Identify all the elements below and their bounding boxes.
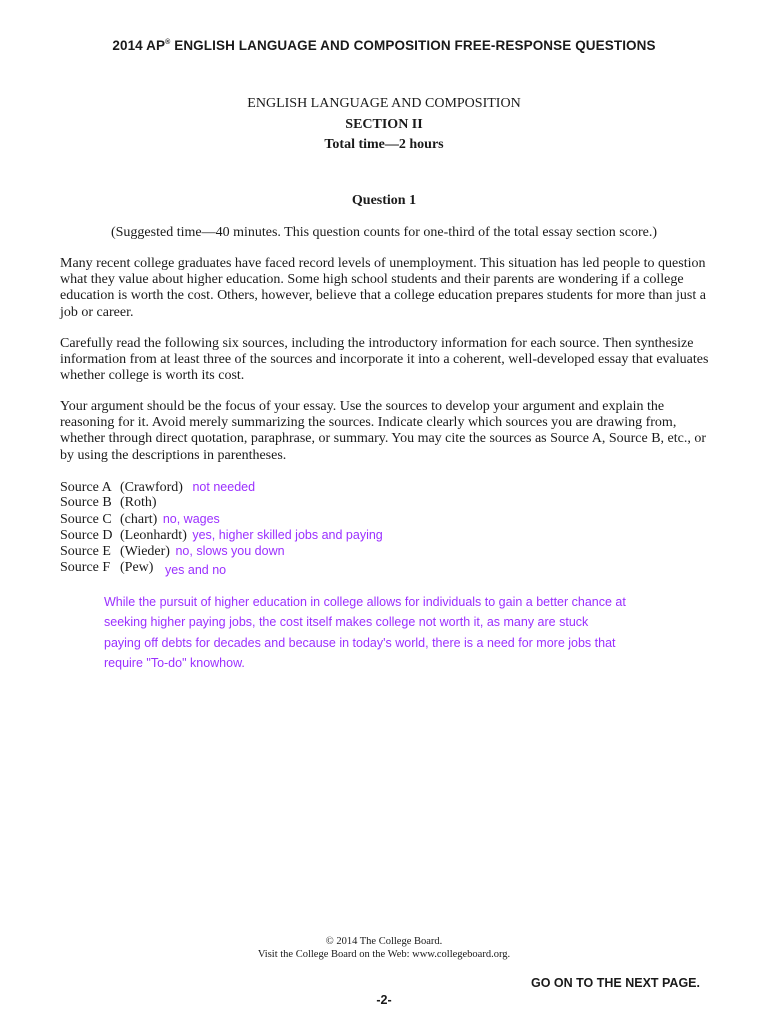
source-name: (Wieder) — [120, 544, 170, 559]
source-row — [60, 511, 220, 528]
source-name: (Roth) — [120, 495, 157, 510]
source-row — [60, 495, 157, 511]
website-text: Visit the College Board on the Web: www.collegeboard.org. — [257, 949, 511, 960]
page-number: -2- — [376, 993, 392, 1007]
go-on-notice: GO ON TO THE NEXT PAGE. — [530, 976, 700, 990]
source-row — [60, 527, 383, 544]
source-name: (Crawford) — [120, 480, 183, 495]
source-letter: Source E — [60, 544, 111, 559]
source-row — [60, 543, 285, 560]
essay-thesis — [104, 592, 684, 673]
source-letter: Source D — [60, 528, 113, 543]
handwritten-note: not needed — [192, 480, 256, 494]
handwritten-note: yes, higher skilled jobs and paying — [192, 528, 383, 542]
page-header — [0, 38, 768, 53]
source-name: (Leonhardt) — [120, 528, 187, 543]
paragraph-intro: Many recent college graduates have faced record levels of unemployment. This situation has led people to question what they value about higher education. Some high school students and their parents are wondering if a college education is worth the cost. Others, however, believe that a college education prepares students for more than just a job or career. — [60, 256, 706, 320]
suggested-time: (Suggested time—40 minutes. This question counts for one-third of the total essay section score.) — [110, 225, 658, 240]
section-subtitle: SECTION II — [345, 117, 423, 132]
source-letter: Source B — [60, 495, 112, 510]
total-time: Total time—2 hours — [324, 137, 444, 152]
source-letter: Source F — [60, 560, 111, 575]
source-letter: Source C — [60, 512, 112, 527]
handwritten-note: yes and no — [164, 563, 227, 577]
paragraph-argument: Your argument should be the focus of your essay. Use the sources to develop your argument and explain the reasoning for it. Avoid merely summarizing the sources. Indicate clearly which sources you are drawing from, whether through direct quotation, paraphrase, or summary. You may cite the sources as Source A, Source B, etc., or by using the descriptions in parentheses. — [60, 399, 707, 463]
source-letter: Source A — [60, 480, 112, 495]
essay-line: While the pursuit of higher education in college allows for individuals to gain a better chance at — [104, 595, 626, 609]
source-row — [60, 479, 255, 496]
source-name: (Pew) — [120, 560, 154, 575]
question-title: Question 1 — [351, 193, 417, 208]
paragraph-instructions: Carefully read the following six sources, including the introductory information for each source. Then synthesize information from at least three of the sources and incorporate it into a coherent, well-developed essay that evaluates whether college is worth its cost. — [60, 336, 709, 384]
header-suffix: ENGLISH LANGUAGE AND COMPOSITION FREE-RESPONSE QUESTIONS — [170, 38, 656, 53]
header-prefix: 2014 AP — [112, 38, 166, 53]
section-title: ENGLISH LANGUAGE AND COMPOSITION — [247, 96, 521, 111]
registered-mark: ® — [165, 39, 171, 46]
essay-line: paying off debts for decades and because in today's world, there is a need for more jobs that — [104, 635, 616, 650]
essay-line: seeking higher paying jobs, the cost itself makes college not worth it, as many are stuck — [104, 615, 589, 630]
source-row — [60, 559, 226, 576]
handwritten-note: no, wages — [162, 512, 220, 526]
copyright-text: © 2014 The College Board. — [325, 936, 443, 947]
source-name: (chart) — [120, 512, 158, 527]
handwritten-note: no, slows you down — [175, 544, 285, 558]
essay-line: require "To-do" knowhow. — [104, 655, 245, 670]
